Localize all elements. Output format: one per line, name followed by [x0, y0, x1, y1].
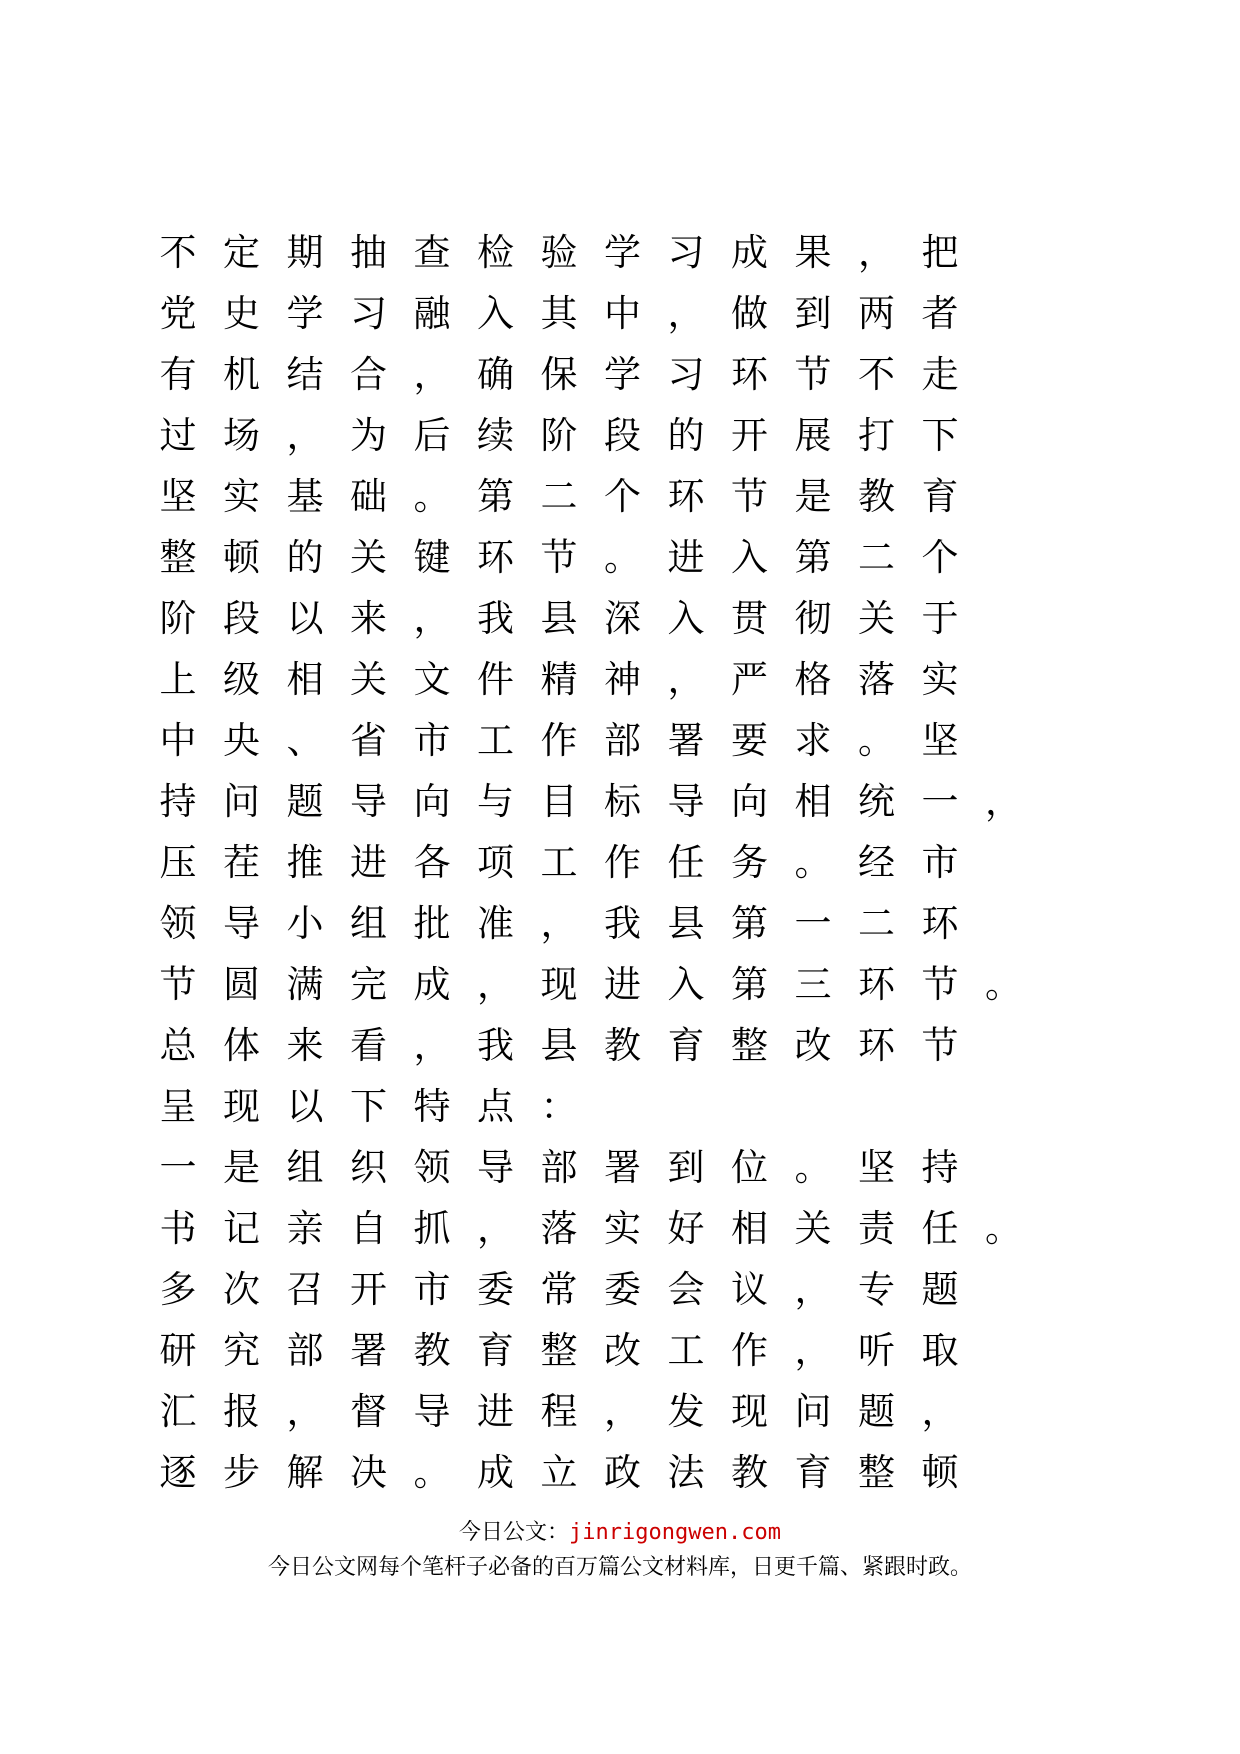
text-char: 关 — [794, 1207, 832, 1250]
text-char: 落 — [858, 658, 895, 701]
text-char: 个 — [921, 536, 959, 579]
text-char: 我 — [604, 902, 641, 945]
text-char: 习 — [350, 292, 387, 335]
text-char: 保 — [540, 353, 578, 396]
text-char: 第 — [731, 963, 768, 1006]
text-char: 目 — [540, 780, 578, 823]
text-char: 下 — [350, 1085, 387, 1128]
text-char: 题 — [286, 780, 324, 823]
text-char: ， — [858, 231, 895, 274]
text-line — [160, 655, 1120, 716]
text-char: 报 — [223, 1390, 260, 1433]
text-char: 节 — [159, 963, 197, 1006]
text-line — [160, 1143, 1120, 1204]
text-char: 实 — [604, 1207, 641, 1250]
text-line — [160, 899, 1120, 960]
text-char: 决 — [350, 1451, 387, 1494]
text-char: 入 — [477, 292, 514, 335]
text-char: 。 — [985, 963, 1022, 1006]
text-char: 础 — [350, 475, 387, 518]
text-char: 查 — [413, 231, 451, 274]
text-char: 不 — [858, 353, 895, 396]
text-char: 部 — [286, 1329, 324, 1372]
text-char: 落 — [540, 1207, 578, 1250]
text-char: 任 — [667, 841, 705, 884]
text-char: 与 — [477, 780, 514, 823]
text-char: 级 — [223, 658, 260, 701]
text-char: 改 — [794, 1024, 832, 1067]
text-char: 打 — [858, 414, 895, 457]
text-char: 深 — [604, 597, 641, 640]
text-char: 记 — [223, 1207, 260, 1250]
text-char: 召 — [286, 1268, 324, 1311]
text-char: 来 — [350, 597, 387, 640]
text-char: 教 — [858, 475, 895, 518]
text-char: 入 — [667, 963, 705, 1006]
text-char: 环 — [858, 963, 895, 1006]
text-char: 听 — [858, 1329, 895, 1372]
text-char: 两 — [858, 292, 895, 335]
text-char: ， — [604, 1390, 641, 1433]
text-char: 任 — [921, 1207, 959, 1250]
text-char: 茬 — [223, 841, 260, 884]
text-char: 作 — [540, 719, 578, 762]
text-char: 程 — [540, 1390, 578, 1433]
text-char: 第 — [794, 536, 832, 579]
text-char: 点 — [477, 1085, 514, 1128]
text-char: ， — [413, 1024, 451, 1067]
text-char: 下 — [921, 414, 959, 457]
text-char: 以 — [286, 597, 324, 640]
text-char: 阶 — [540, 414, 578, 457]
text-char: 、 — [286, 719, 324, 762]
text-line — [160, 289, 1120, 350]
text-char: 县 — [540, 597, 578, 640]
text-char: 坚 — [921, 719, 959, 762]
text-char: 责 — [858, 1207, 895, 1250]
text-char: 县 — [667, 902, 705, 945]
text-line — [160, 533, 1120, 594]
text-char: ， — [413, 597, 451, 640]
text-char: 。 — [604, 536, 641, 579]
text-char: 育 — [667, 1024, 705, 1067]
text-char: 史 — [223, 292, 260, 335]
text-char: 续 — [477, 414, 514, 457]
text-char: 于 — [921, 597, 959, 640]
text-char: 三 — [794, 963, 832, 1006]
text-char: 到 — [794, 292, 832, 335]
text-char: 持 — [921, 1146, 959, 1189]
text-char: 要 — [731, 719, 768, 762]
text-char: 各 — [413, 841, 451, 884]
text-char: 段 — [223, 597, 260, 640]
text-char: 节 — [540, 536, 578, 579]
text-char: 委 — [477, 1268, 514, 1311]
text-char: 党 — [159, 292, 197, 335]
text-char: 我 — [477, 1024, 514, 1067]
text-char: 自 — [350, 1207, 387, 1250]
text-char: 合 — [350, 353, 387, 396]
text-char: 署 — [604, 1146, 641, 1189]
text-char: ， — [667, 292, 705, 335]
text-line — [160, 350, 1120, 411]
text-char: 体 — [223, 1024, 260, 1067]
text-char: 抽 — [350, 231, 387, 274]
text-char: 。 — [794, 841, 832, 884]
text-char: 我 — [477, 597, 514, 640]
footer-source-line — [0, 1518, 1240, 1548]
text-char: 融 — [413, 292, 451, 335]
text-char: ， — [794, 1329, 832, 1372]
text-char: ， — [286, 414, 324, 457]
text-char: 成 — [731, 231, 768, 274]
text-char: ： — [540, 1085, 578, 1128]
text-char: 解 — [286, 1451, 324, 1494]
text-char: 顿 — [223, 536, 260, 579]
text-char: 委 — [604, 1268, 641, 1311]
text-char: 第 — [477, 475, 514, 518]
text-char: 环 — [731, 353, 768, 396]
text-char: 常 — [540, 1268, 578, 1311]
text-line — [160, 228, 1120, 289]
text-char: 书 — [159, 1207, 197, 1250]
text-char: 题 — [858, 1390, 895, 1433]
text-char: 的 — [667, 414, 705, 457]
text-char: 展 — [794, 414, 832, 457]
text-char: 。 — [794, 1146, 832, 1189]
text-char: 务 — [731, 841, 768, 884]
text-char: 育 — [921, 475, 959, 518]
text-char: 有 — [159, 353, 197, 396]
text-char: 第 — [731, 902, 768, 945]
text-char: 。 — [985, 1207, 1022, 1250]
text-char: 央 — [223, 719, 260, 762]
text-char: 育 — [794, 1451, 832, 1494]
text-char: 坚 — [858, 1146, 895, 1189]
footer-tagline: 今日公文网每个笔杆子必备的百万篇公文材料库，日更千篇、紧跟时政。 — [267, 1555, 972, 1580]
text-char: 以 — [286, 1085, 324, 1128]
footer-label: 今日公文： — [459, 1520, 570, 1545]
text-char: 环 — [921, 902, 959, 945]
text-line — [160, 1448, 1120, 1509]
text-char: 到 — [667, 1146, 705, 1189]
text-char: 小 — [286, 902, 324, 945]
text-char: 来 — [286, 1024, 324, 1067]
text-char: 会 — [667, 1268, 705, 1311]
text-char: 领 — [413, 1146, 451, 1189]
text-char: 实 — [921, 658, 959, 701]
text-char: 县 — [540, 1024, 578, 1067]
text-char: 整 — [540, 1329, 578, 1372]
text-char: 多 — [159, 1268, 197, 1311]
text-char: ， — [413, 353, 451, 396]
text-char: 环 — [477, 536, 514, 579]
text-char: 导 — [413, 1390, 451, 1433]
text-char: 发 — [667, 1390, 705, 1433]
text-char: 市 — [921, 841, 959, 884]
text-char: 导 — [667, 780, 705, 823]
text-char: ， — [921, 1390, 959, 1433]
text-char: 个 — [604, 475, 641, 518]
text-char: 相 — [286, 658, 324, 701]
text-char: 呈 — [159, 1085, 197, 1128]
text-char: 导 — [223, 902, 260, 945]
text-char: 验 — [540, 231, 578, 274]
text-char: 开 — [731, 414, 768, 457]
text-char: 习 — [667, 353, 705, 396]
text-char: 段 — [604, 414, 641, 457]
text-char: 整 — [731, 1024, 768, 1067]
text-char: 上 — [159, 658, 197, 701]
text-char: 导 — [477, 1146, 514, 1189]
text-char: 育 — [477, 1329, 514, 1372]
text-char: 基 — [286, 475, 324, 518]
text-char: 相 — [731, 1207, 768, 1250]
text-char: 定 — [223, 231, 260, 274]
text-char: ， — [286, 1390, 324, 1433]
text-char: 彻 — [794, 597, 832, 640]
text-char: 压 — [159, 841, 197, 884]
text-line — [160, 594, 1120, 655]
text-char: 改 — [604, 1329, 641, 1372]
text-char: 市 — [413, 1268, 451, 1311]
text-char: 部 — [604, 719, 641, 762]
text-char: 结 — [286, 353, 324, 396]
text-char: 后 — [413, 414, 451, 457]
text-char: 工 — [667, 1329, 705, 1372]
text-char: 署 — [667, 719, 705, 762]
text-char: 进 — [667, 536, 705, 579]
text-char: 者 — [921, 292, 959, 335]
text-char: 期 — [286, 231, 324, 274]
text-char: 是 — [223, 1146, 260, 1189]
text-line — [160, 960, 1120, 1021]
text-char: 走 — [921, 353, 959, 396]
text-char: ， — [477, 1207, 514, 1250]
text-char: 的 — [286, 536, 324, 579]
text-char: 立 — [540, 1451, 578, 1494]
text-char: 看 — [350, 1024, 387, 1067]
text-char: 节 — [921, 1024, 959, 1067]
text-char: 部 — [540, 1146, 578, 1189]
text-char: 汇 — [159, 1390, 197, 1433]
text-char: 导 — [350, 780, 387, 823]
text-char: 织 — [350, 1146, 387, 1189]
text-char: 议 — [731, 1268, 768, 1311]
text-char: 教 — [731, 1451, 768, 1494]
text-char: 二 — [540, 475, 578, 518]
text-char: 精 — [540, 658, 578, 701]
text-char: 顿 — [921, 1451, 959, 1494]
text-line — [160, 1265, 1120, 1326]
text-char: 工 — [477, 719, 514, 762]
text-char: 中 — [604, 292, 641, 335]
text-char: 入 — [667, 597, 705, 640]
text-char: 关 — [350, 536, 387, 579]
text-char: 过 — [159, 414, 197, 457]
text-char: 问 — [223, 780, 260, 823]
text-char: 现 — [540, 963, 578, 1006]
text-char: 经 — [858, 841, 895, 884]
text-char: 为 — [350, 414, 387, 457]
text-char: 工 — [540, 841, 578, 884]
text-char: 取 — [921, 1329, 959, 1372]
text-char: 件 — [477, 658, 514, 701]
text-char: 。 — [413, 475, 451, 518]
text-char: 向 — [731, 780, 768, 823]
text-line — [160, 411, 1120, 472]
text-char: 求 — [794, 719, 832, 762]
text-char: 整 — [159, 536, 197, 579]
footer — [0, 1518, 1240, 1584]
text-line — [160, 1021, 1120, 1082]
text-char: 现 — [731, 1390, 768, 1433]
text-char: 其 — [540, 292, 578, 335]
text-char: 是 — [794, 475, 832, 518]
footer-url-link[interactable]: jinrigongwen.com — [569, 1520, 781, 1545]
text-char: 实 — [223, 475, 260, 518]
text-char: 次 — [223, 1268, 260, 1311]
text-char: 入 — [731, 536, 768, 579]
text-line — [160, 472, 1120, 533]
text-char: 整 — [858, 1451, 895, 1494]
text-char: 。 — [858, 719, 895, 762]
text-char: 节 — [794, 353, 832, 396]
text-char: 学 — [604, 353, 641, 396]
text-char: 好 — [667, 1207, 705, 1250]
text-char: 作 — [731, 1329, 768, 1372]
text-char: 一 — [921, 780, 959, 823]
text-char: 节 — [921, 963, 959, 1006]
text-char: 圆 — [223, 963, 260, 1006]
text-char: 组 — [286, 1146, 324, 1189]
text-char: 总 — [159, 1024, 197, 1067]
text-char: 文 — [413, 658, 451, 701]
text-char: 亲 — [286, 1207, 324, 1250]
text-line — [160, 777, 1120, 838]
text-line — [160, 1387, 1120, 1448]
text-char: 领 — [159, 902, 197, 945]
text-char: 神 — [604, 658, 641, 701]
text-char: 关 — [858, 597, 895, 640]
text-char: ， — [794, 1268, 832, 1311]
text-char: 推 — [286, 841, 324, 884]
text-char: ， — [985, 780, 1022, 823]
text-char: 逐 — [159, 1451, 197, 1494]
text-char: 持 — [159, 780, 197, 823]
text-char: 进 — [477, 1390, 514, 1433]
text-char: 二 — [858, 902, 895, 945]
text-char: 题 — [921, 1268, 959, 1311]
text-line — [160, 716, 1120, 777]
text-char: 成 — [413, 963, 451, 1006]
body-text — [160, 228, 1120, 1509]
text-char: 环 — [858, 1024, 895, 1067]
text-char: 二 — [858, 536, 895, 579]
text-char: 进 — [604, 963, 641, 1006]
text-char: 完 — [350, 963, 387, 1006]
text-char: 法 — [667, 1451, 705, 1494]
text-char: 严 — [731, 658, 768, 701]
text-char: 节 — [731, 475, 768, 518]
text-char: 不 — [159, 231, 197, 274]
text-char: 成 — [477, 1451, 514, 1494]
text-char: 专 — [858, 1268, 895, 1311]
text-char: ， — [540, 902, 578, 945]
text-char: 研 — [159, 1329, 197, 1372]
text-char: 位 — [731, 1146, 768, 1189]
text-char: 满 — [286, 963, 324, 1006]
text-char: 特 — [413, 1085, 451, 1128]
text-char: 统 — [858, 780, 895, 823]
text-char: 机 — [223, 353, 260, 396]
text-char: 进 — [350, 841, 387, 884]
text-char: 教 — [413, 1329, 451, 1372]
text-char: 相 — [794, 780, 832, 823]
text-char: 场 — [223, 414, 260, 457]
text-char: 确 — [477, 353, 514, 396]
text-line — [160, 1082, 1120, 1143]
text-line — [160, 1326, 1120, 1387]
text-char: 习 — [667, 231, 705, 274]
text-char: 市 — [413, 719, 451, 762]
text-char: 省 — [350, 719, 387, 762]
text-char: 项 — [477, 841, 514, 884]
text-char: 。 — [413, 1451, 451, 1494]
text-char: 步 — [223, 1451, 260, 1494]
text-char: 学 — [604, 231, 641, 274]
text-char: 学 — [286, 292, 324, 335]
text-char: 果 — [794, 231, 832, 274]
text-char: 检 — [477, 231, 514, 274]
text-char: 关 — [350, 658, 387, 701]
text-char: 问 — [794, 1390, 832, 1433]
text-char: 督 — [350, 1390, 387, 1433]
text-char: 标 — [604, 780, 641, 823]
text-char: 环 — [667, 475, 705, 518]
text-char: 作 — [604, 841, 641, 884]
text-char: 开 — [350, 1268, 387, 1311]
text-char: 一 — [159, 1146, 197, 1189]
text-char: 究 — [223, 1329, 260, 1372]
text-char: 坚 — [159, 475, 197, 518]
text-char: 教 — [604, 1024, 641, 1067]
text-char: 向 — [413, 780, 451, 823]
text-line — [160, 838, 1120, 899]
text-char: 一 — [794, 902, 832, 945]
text-char: ， — [667, 658, 705, 701]
text-char: 贯 — [731, 597, 768, 640]
text-char: ， — [477, 963, 514, 1006]
text-line — [160, 1204, 1120, 1265]
text-char: 把 — [921, 231, 959, 274]
text-char: 格 — [794, 658, 832, 701]
text-char: 抓 — [413, 1207, 451, 1250]
text-char: 阶 — [159, 597, 197, 640]
text-char: 准 — [477, 902, 514, 945]
text-char: 署 — [350, 1329, 387, 1372]
text-char: 批 — [413, 902, 451, 945]
text-char: 组 — [350, 902, 387, 945]
text-char: 现 — [223, 1085, 260, 1128]
text-char: 中 — [159, 719, 197, 762]
text-char: 做 — [731, 292, 768, 335]
text-char: 政 — [604, 1451, 641, 1494]
text-char: 键 — [413, 536, 451, 579]
